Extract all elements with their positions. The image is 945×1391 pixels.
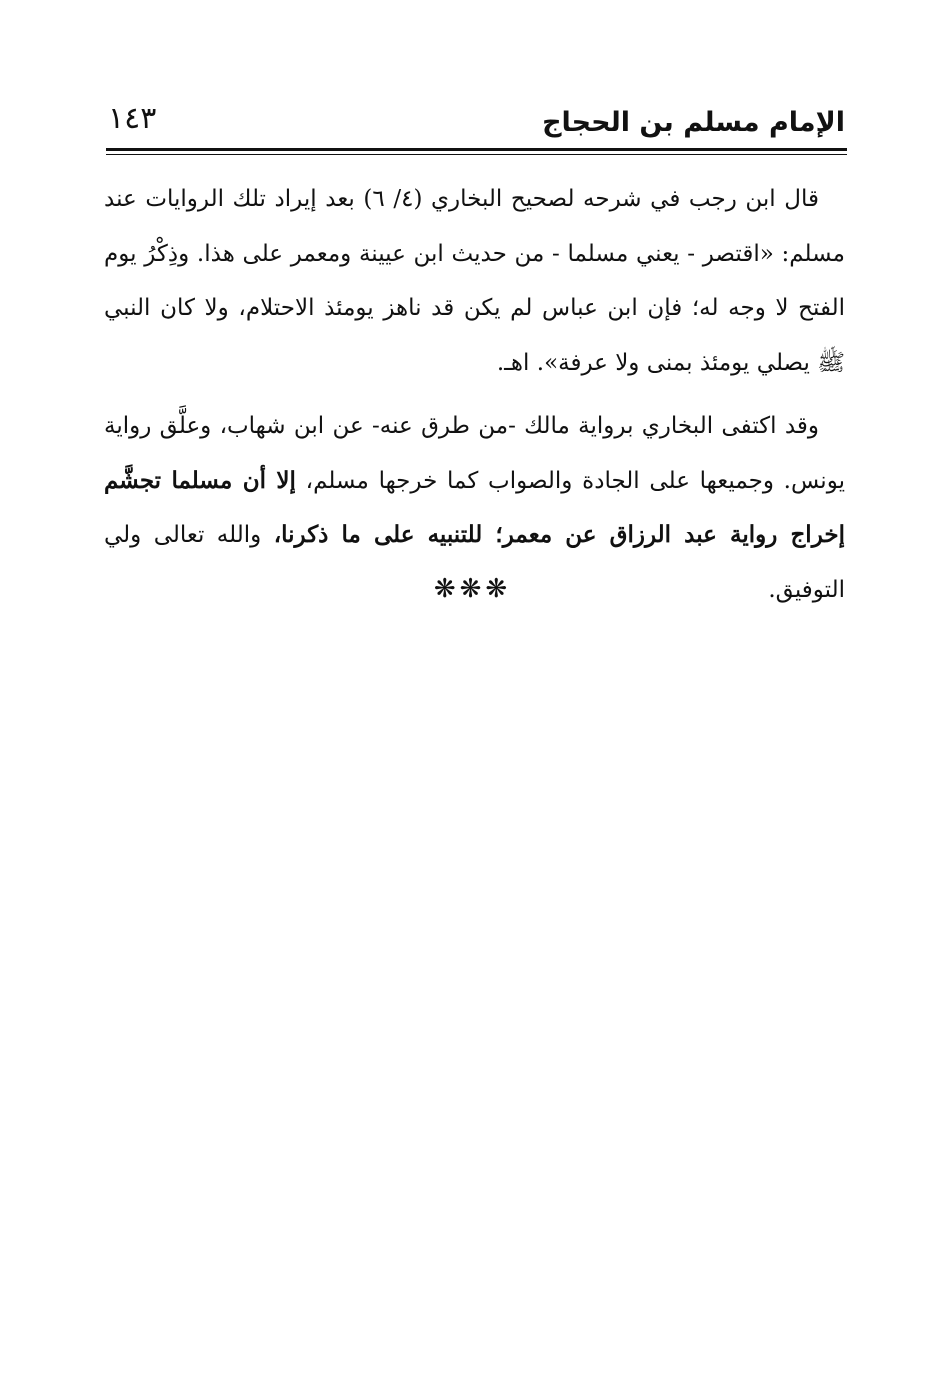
page-number: ١٤٣ bbox=[108, 101, 157, 136]
header-rule-thin bbox=[106, 154, 847, 155]
section-separator-asterisks: ❋❋❋ bbox=[433, 574, 512, 604]
paragraph-text-plain: وقد اكتفى البخاري برواية مالك -من طرق عنه- عن ابن شهاب، وعلَّق رواية يونس. وجميعها على الجادة والصواب كما خرجها مسلم، bbox=[104, 413, 845, 494]
body-text bbox=[104, 172, 845, 617]
running-header bbox=[108, 98, 845, 146]
paragraph-text-bold: إلا أن مسلما تجشَّم إخراج رواية عبد الرزاق عن معمر؛ للتنبيه على ما ذكرنا، bbox=[104, 466, 845, 548]
paragraph-ibn-rajab-quote: قال ابن رجب في شرحه لصحيح البخاري (٤/ ٦) بعد إيراد تلك الروايات عند مسلم: «اقتصر - يعني مسلما - من حديث ابن عيينة ومعمر على هذا. وذِكْرُ يوم الفتح لا وجه له؛ فإن ابن عباس لم يكن قد ناهز يومئذ الاحتلام، ولا كان النبي ﷺ يصلي يومئذ بمنى ولا عرفة». اهـ. bbox=[104, 186, 845, 376]
running-header-title: الإمام مسلم بن الحجاج bbox=[542, 107, 845, 138]
header-rule-thick bbox=[106, 148, 847, 151]
paragraph-text-closing: والله تعالى ولي التوفيق. bbox=[104, 522, 845, 603]
